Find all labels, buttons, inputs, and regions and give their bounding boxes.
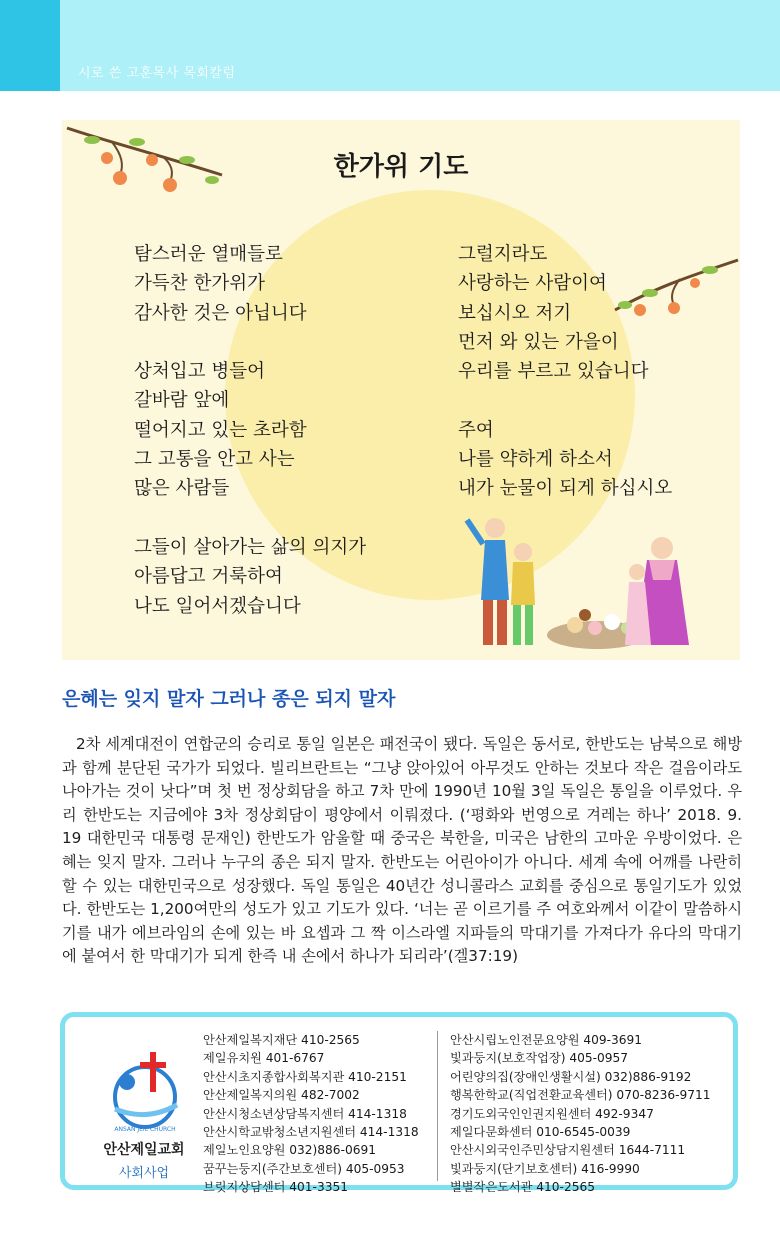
column-category: 시로 쓴 고훈목사 목회칼럼: [78, 66, 236, 81]
poem-line: 그들이 살아가는 삶의 의지가: [134, 536, 367, 558]
poem-line: 상처입고 병들어: [134, 361, 265, 383]
directory-entry: 제일다문화센터 010-6545-0039: [450, 1125, 631, 1140]
poem-line: 나도 일어서겠습니다: [134, 595, 301, 617]
poem-line: 보십시오 저기: [458, 302, 572, 324]
ministry-label: 사회사업: [118, 1166, 170, 1181]
poem-line: 많은 사람들: [134, 478, 230, 500]
directory-entry: 안산시초지종합사회복지관 410-2151: [203, 1069, 407, 1084]
poem-line: 그 고통을 안고 사는: [134, 449, 295, 471]
poem-line: 먼저 와 있는 가을이: [458, 331, 619, 353]
poem-line: 감사한 것은 아닙니다: [134, 302, 307, 324]
directory-entry: 제일유치원 401-6767: [203, 1051, 325, 1066]
poem-line: 내가 눈물이 되게 하십시오: [458, 478, 673, 500]
church-logo-icon: [95, 1047, 195, 1137]
directory-divider: [437, 1031, 438, 1181]
poem-line: 그럴지라도: [458, 244, 548, 265]
header-bar: [0, 0, 780, 91]
article-body: 2차 세계대전이 연합군의 승리로 통일 일본은 패전국이 됐다. 독일은 동서로, 한반도는 남북으로 해방과 함께 분단된 국가가 되었다. 빌리브란트는 “그냥 앉아있어 아무것도 안하는 것보다 작은 걸음이라도 나아가는 것이 낫다”며 첫 번 정상회담을 하고 7차 만에 1990년 10월 3일 독일은 통일을 이루었다. 우리 한반도는 지금에야 3차 정상회담이 평양에서 이뤄졌다. (‘평화와 번영으로 겨레는 하나’ 2018. 9. 19 대한민국 대통령 문재인) 한반도가 암울할 때 중국은 북한을, 미국은 남한의 고마운 우방이었다. 은혜는 잊지 말자. 그러나 누구의 종은 되지 말자. 한반도는 어린아이가 아니다. 세계 속에 어깨를 나란히 할 수 있는 대한민국으로 성장했다. 독일 통일은 40년간 성니콜라스 교회를 중심으로 통일기도가 있었다. 한반도는 1,200여만의 성도가 있고 기도가 있다. ‘너는 곧 이르기를 주 여호와께서 이같이 말씀하시기를 내가 에브라임의 손에 있는 바 요셉과 그 짝 이스라엘 지파들의 막대기를 가져다가 유다의 막대기에 붙여서 한 막대기가 되게 한즉 내 손에서 하나가 되리라’(겔37:19): [62, 735, 742, 966]
poem-panel: [62, 120, 740, 660]
poem-line: 우리를 부르고 있습니다: [458, 361, 649, 383]
poem-line: 사랑하는 사람이여: [458, 273, 607, 295]
directory-entry: 안산시외국인주민상담지원센터 1644-7111: [450, 1143, 686, 1158]
footer-directory: [60, 1012, 738, 1195]
directory-entry: 어린양의집(장애인생활시설) 032)886-9192: [450, 1069, 692, 1084]
directory-entry: 안산제일복지의원 482-7002: [203, 1088, 360, 1103]
poem-line: 떨어지고 있는 초라함: [134, 419, 307, 441]
directory-entry: 빛과둥지(단기보호센터) 416-9990: [450, 1161, 640, 1176]
family-illustration: [457, 510, 707, 660]
poem-right-column: [458, 240, 672, 504]
directory-entry: 경기도외국인인권지원센터 492-9347: [450, 1106, 654, 1121]
poem-line: 갈바람 앞에: [134, 390, 230, 412]
poem-line: 나를 약하게 하소서: [458, 449, 613, 471]
article-heading: 은혜는 잊지 말자 그러나 종은 되지 말자: [62, 688, 396, 710]
logo-ring-text: ANSAN JEIL CHURCH: [114, 1126, 176, 1133]
poem-line: 탐스러운 열매들로: [134, 244, 283, 265]
directory-entry: 안산시학교밖청소년지원센터 414-1318: [203, 1125, 419, 1140]
directory-entry: 꿈꾸는둥지(주간보호센터) 405-0953: [203, 1161, 405, 1176]
directory-entry: 안산시립노인전문요양원 409-3691: [450, 1033, 643, 1047]
directory-entry: 안산시청소년상담복지센터 414-1318: [203, 1106, 407, 1121]
header-accent-block: [0, 0, 60, 91]
directory-entry: 제일노인요양원 032)886-0691: [203, 1143, 376, 1158]
directory-column-2: [450, 1031, 711, 1197]
directory-entry: 안산제일복지재단 410-2565: [203, 1033, 360, 1047]
directory-entry: 행복한학교(직업전환교육센터) 070-8236-9711: [450, 1088, 711, 1103]
poem-left-column: [134, 240, 366, 621]
poem-line: 주여: [458, 419, 494, 441]
poem-line: 아름답고 거룩하여: [134, 566, 283, 588]
directory-entry: 빛과둥지(보호작업장) 405-0957: [450, 1051, 629, 1066]
directory-entry: 별별작은도서관 410-2565: [450, 1180, 595, 1195]
directory-column-1: [203, 1031, 419, 1197]
poem-line: 가득찬 한가위가: [134, 273, 265, 295]
church-name: 안산제일교회: [103, 1142, 185, 1158]
poem-title: 한가위 기도: [333, 152, 469, 182]
directory-entry: 브릿지상담센터 401-3351: [203, 1180, 348, 1195]
